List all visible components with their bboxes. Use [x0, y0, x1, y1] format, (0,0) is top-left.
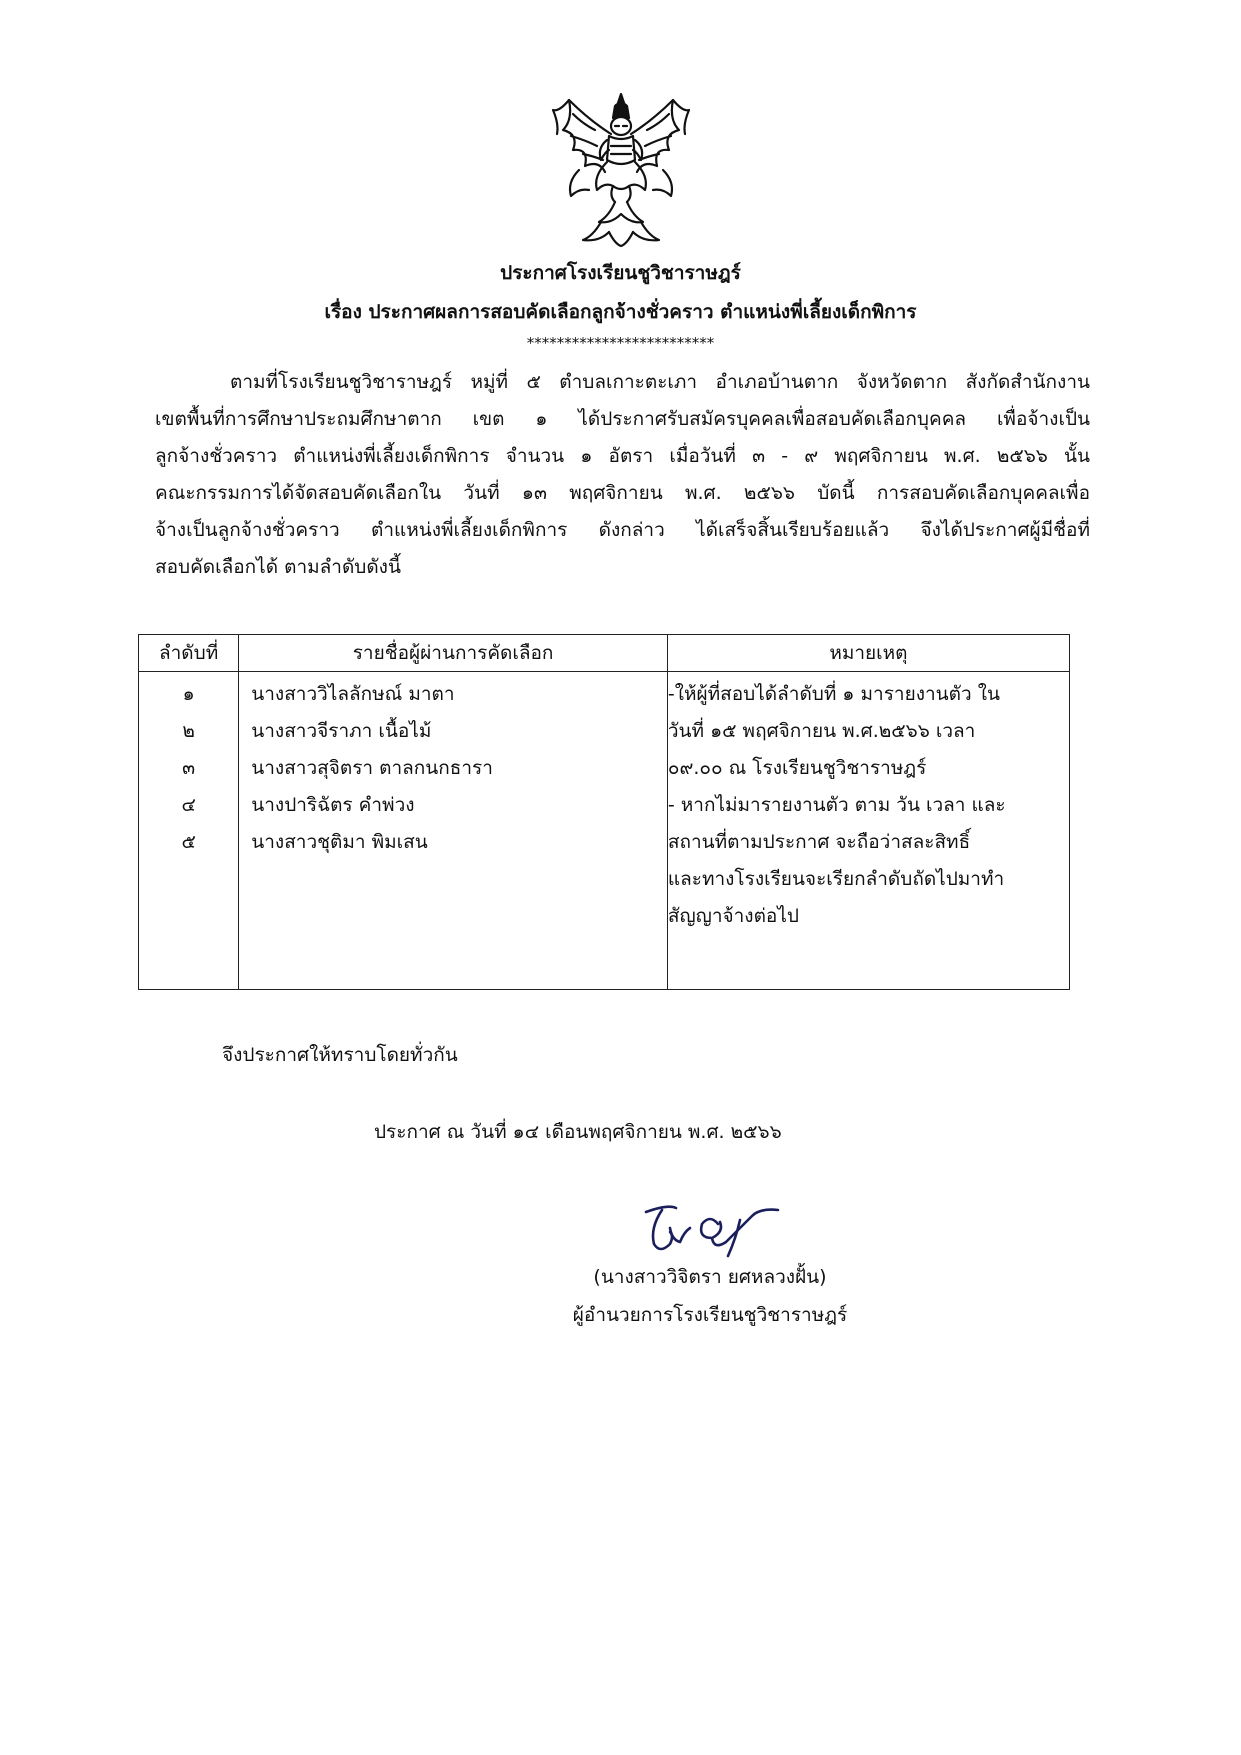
handwritten-signature-icon [640, 1198, 785, 1262]
document-title: ประกาศโรงเรียนชูวิชาราษฎร์ [500, 262, 741, 284]
order-cell [139, 672, 239, 990]
separator-line: ************************* [526, 334, 715, 352]
results-table [138, 634, 1070, 990]
candidate-name: นางสาวจีราภา เนื้อไม้ [251, 720, 432, 742]
candidate-name: นางสาววิไลลักษณ์ มาตา [251, 683, 455, 705]
body-paragraph-line: จ้างเป็นลูกจ้างชั่วคราว ตำแหน่งพี่เลี้ยงเด็กพิการ ดังกล่าว ได้เสร็จสิ้นเรียบร้อยแล้ว จึงได้ประกาศผู้มีชื่อที่ [155, 519, 1090, 541]
body-paragraph-line: ลูกจ้างชั่วคราว ตำแหน่งพี่เลี้ยงเด็กพิการ จำนวน ๑ อัตรา เมื่อวันที่ ๓ - ๙ พฤศจิกายน พ.ศ. ๒๕๖๖ นั้น [155, 445, 1090, 467]
closing-statement: จึงประกาศให้ทราบโดยทั่วกัน [222, 1044, 458, 1066]
announcement-date: ประกาศ ณ วันที่ ๑๔ เดือนพฤศจิกายน พ.ศ. ๒๕๖๖ [374, 1121, 782, 1143]
remark-line: - หากไม่มารายงานตัว ตาม วัน เวลา และ [667, 794, 1006, 816]
remark-line: สถานที่ตามประกาศ จะถือว่าสละสิทธิ์ [667, 831, 971, 853]
remark-line: ๐๙.๐๐ ณ โรงเรียนชูวิชาราษฎร์ [667, 757, 927, 779]
order-number: ๕ [181, 831, 196, 853]
body-paragraph-line: สอบคัดเลือกได้ ตามลำดับดังนี้ [155, 556, 401, 578]
column-header-order: ลำดับที่ [139, 635, 239, 672]
order-number: ๓ [182, 757, 196, 779]
candidate-name: นางสาวชุติมา พิมเสน [251, 831, 428, 853]
remark-line: วันที่ ๑๕ พฤศจิกายน พ.ศ.๒๕๖๖ เวลา [667, 720, 976, 742]
candidate-name: นางสาวสุจิตรา ตาลกนกธารา [251, 757, 493, 779]
body-paragraph-line: เขตพื้นที่การศึกษาประถมศึกษาตาก เขต ๑ ได้ประกาศรับสมัครบุคคลเพื่อสอบคัดเลือกบุคคล เพื่อจ้างเป็น [155, 408, 1090, 430]
remarks-cell [667, 672, 1069, 990]
remark-line: -ให้ผู้ที่สอบได้ลำดับที่ ๑ มารายงานตัว ใน [667, 683, 1000, 705]
order-number: ๑ [182, 683, 195, 705]
signer-name: (นางสาววิจิตรา ยศหลวงฝั้น) [593, 1266, 827, 1288]
document-subject: เรื่อง ประกาศผลการสอบคัดเลือกลูกจ้างชั่วคราว ตำแหน่งพี่เลี้ยงเด็กพิการ [324, 301, 917, 323]
column-header-names: รายชื่อผู้ผ่านการคัดเลือก [239, 635, 668, 672]
body-paragraph-line: คณะกรรมการได้จัดสอบคัดเลือกใน วันที่ ๑๓ พฤศจิกายน พ.ศ. ๒๕๖๖ บัดนี้ การสอบคัดเลือกบุคคลเพื่อ [155, 482, 1090, 504]
table-header-row [139, 635, 1070, 672]
table-row [139, 672, 1070, 990]
column-header-remarks: หมายเหตุ [667, 635, 1069, 672]
remark-line: สัญญาจ้างต่อไป [667, 905, 799, 927]
garuda-emblem-icon [549, 90, 694, 250]
names-cell [239, 672, 668, 990]
order-number: ๔ [181, 794, 196, 816]
candidate-name: นางปาริฉัตร คำพ่วง [251, 794, 415, 816]
order-number: ๒ [182, 720, 195, 742]
remark-line: และทางโรงเรียนจะเรียกลำดับถัดไปมาทำ [667, 868, 1005, 890]
signer-title: ผู้อำนวยการโรงเรียนชูวิชาราษฎร์ [572, 1304, 848, 1326]
body-paragraph-line: ตามที่โรงเรียนชูวิชาราษฎร์ หมู่ที่ ๕ ตำบลเกาะตะเภา อำเภอบ้านตาก จังหวัดตาก สังกัดสำนักงาน [230, 371, 1090, 393]
